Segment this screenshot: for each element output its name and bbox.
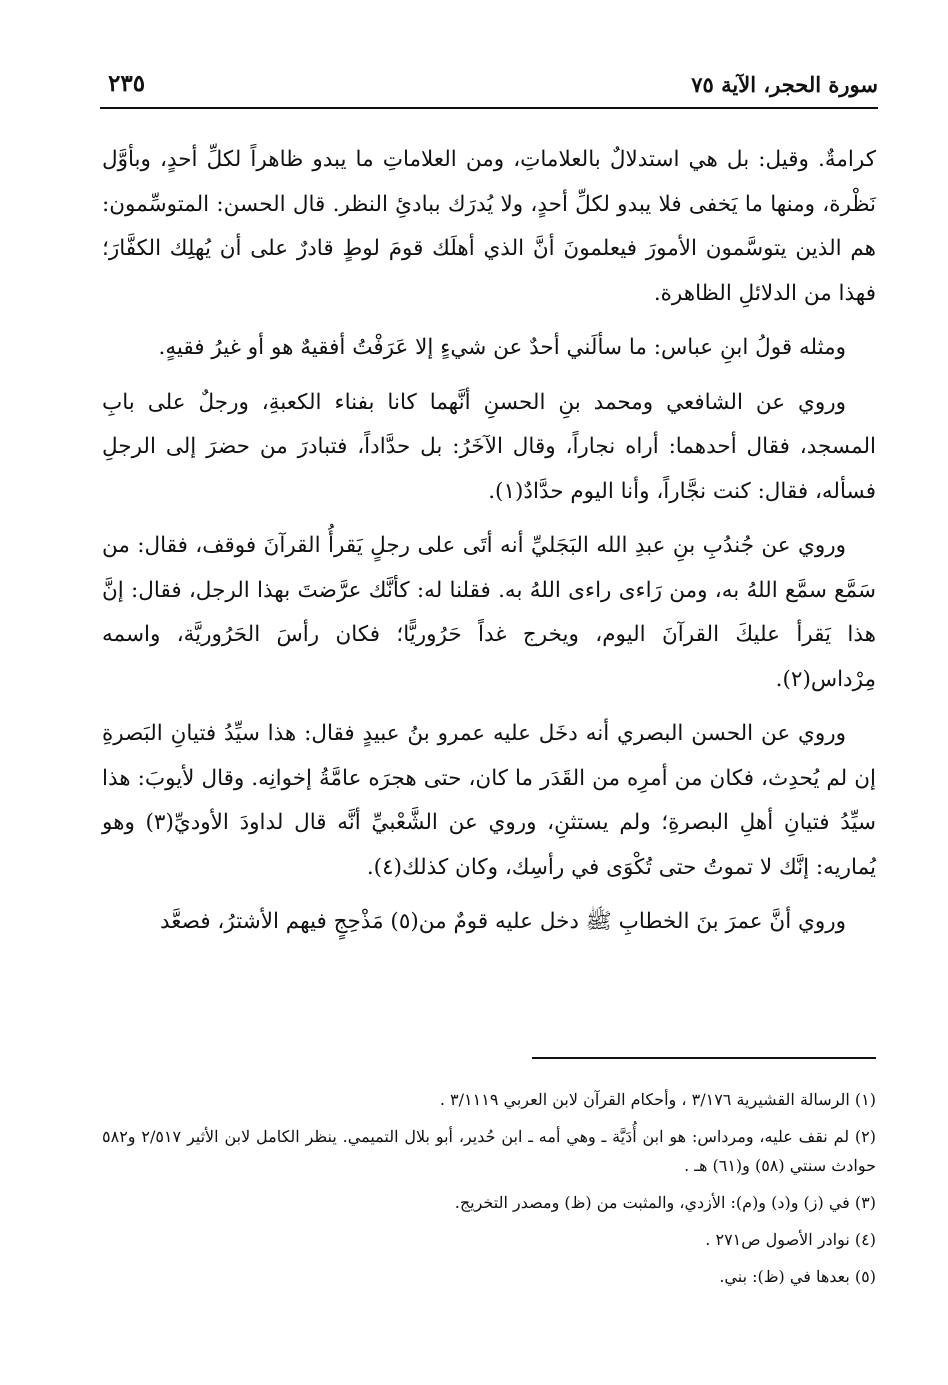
- chapter-title: سورة الحجر، الآية ٧٥: [691, 72, 878, 97]
- footnotes-divider: [532, 1057, 876, 1059]
- footnote: (٢) لم نقف عليه، ومرداس: هو ابن أُدَيَّة ـ وهي أمه ـ ابن حُدير، أبو بلال التميمي. ينظر الكامل لابن الأثير ٢/٥١٧ و٥٨٢ حوادث سنتي (٥٨) و(٦١) هـ .: [102, 1127, 877, 1175]
- paragraph: ومثله قولُ ابنِ عباس: ما سألَني أحدٌ عن شيءٍ إلا عَرَفْتُ أفقيهٌ هو أو غيرُ فقيهٍ.: [158, 335, 846, 360]
- page-number: ٢٣٥: [108, 70, 146, 97]
- footnote: (١) الرسالة القشيرية ٣/١٧٦ ، وأحكام القرآن لابن العربي ٣/١١١٩ .: [439, 1090, 876, 1109]
- footnote: (٤) نوادر الأصول ص٢٧١ .: [705, 1230, 876, 1249]
- paragraph: وروي عن جُندُبِ بنِ عبدِ الله البَجَليِّ أنه أتَى على رجلٍ يَقرأُ القرآنَ فوقف، فقال: من سَمَّع سمَّع اللهُ به، ومن رَاءى راءى اللهُ به. فقلنا له: كأنَّك عرَّضتَ بهذا الرجل، فقال: إنَّ هذا يَقرأ عليكَ القرآنَ اليوم، ويخرج غداً حَرُوريًّا؛ فكان رأسَ الحَرُوريَّة، واسمه مِرْداس(٢).: [102, 533, 876, 692]
- paragraph: وروي أنَّ عمرَ بنَ الخطابِ ﷺ دخل عليه قومٌ من(٥) مَذْحِجٍ فيهم الأشترُ، فصعَّد: [160, 909, 846, 934]
- paragraph: كرامةٌ. وقيل: بل هي استدلالٌ بالعلاماتِ، ومن العلاماتِ ما يبدو ظاهراً لكلِّ أحدٍ، وبأوَّل نَظْرة، ومنها ما يَخفى فلا يبدو لكلِّ أحدٍ، ولا يُدرَك ببادئِ النظر. قال الحسن: المتوسِّمون: هم الذين يتوسَّمون الأمورَ فيعلمونَ أنَّ الذي أهلَك قومَ لوطٍ قادرٌ على أن يُهلِك الكفَّارَ؛ فهذا من الدلائلِ الظاهرة.: [102, 147, 876, 306]
- footnotes: [102, 1085, 876, 1299]
- main-text: [102, 138, 876, 955]
- footnote: (٥) بعدها في (ظ): بني.: [719, 1267, 876, 1286]
- header-divider: [100, 107, 878, 109]
- footnote: (٣) في (ز) و(د) و(م): الأزدي، والمثبت من (ظ) ومصدر التخريج.: [454, 1193, 876, 1212]
- paragraph: وروي عن الحسن البصري أنه دخَل عليه عمرو بنُ عبيدٍ فقال: هذا سيِّدُ فتيانِ البَصرةِ إن لم يُحدِث، فكان من أمرِه من القَدَر ما كان، حتى هجرَه عامَّةُ إخوانِه. وقال لأيوبَ: هذا سيِّدُ فتيانِ أهلِ البصرةِ؛ ولم يستثنِ، وروي عن الشَّعْبيِّ أنَّه قال لداودَ الأوديِّ(٣) وهو يُماريه: إنَّك لا تموتُ حتى تُكْوَى في رأسِك، وكان كذلك(٤).: [102, 721, 876, 880]
- paragraph: وروي عن الشافعي ومحمد بنِ الحسنِ أنَّهما كانا بفناء الكعبةِ، ورجلٌ على بابِ المسجد، فقال أحدهما: أراه نجاراً، وقال الآخَرُ: بل حدَّاداً، فتبادرَ من حضرَ إلى الرجلِ فسأله، فقال: كنت نجَّاراً، وأنا اليوم حدَّادٌ(١).: [102, 389, 876, 504]
- running-header: [100, 68, 878, 104]
